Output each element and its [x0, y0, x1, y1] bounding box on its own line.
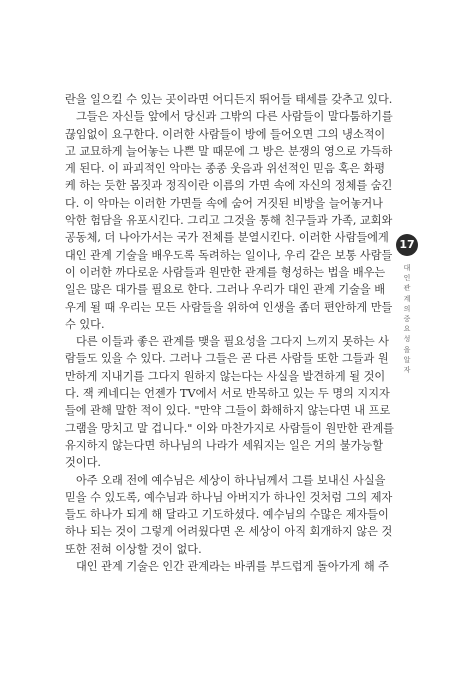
running-head-char: 성	[403, 335, 411, 344]
running-head-char: 자	[403, 366, 411, 375]
body-line: 대인 관계 기술을 배우도록 독려하는 일이나, 우리 같은 보통 사람들	[65, 248, 393, 262]
body-line: 게 된다. 이 파괴적인 악마는 종종 웃음과 위선적인 믿음 혹은 화평	[65, 162, 386, 176]
paragraph-first-line: 아주 오래 전에 예수님은 세상이 하나님께서 그를 보내신 사실을	[76, 473, 386, 487]
body-line: 수 있다.	[65, 317, 105, 331]
page-number-badge: 17	[396, 234, 418, 256]
running-head-char: 을	[403, 345, 411, 354]
body-line: 다. 잭 케네디는 언젠가 TV에서 서로 반목하고 있는 두 명의 지지자	[65, 387, 390, 401]
body-line: 그램을 망치고 말 겁니다." 이와 마찬가지로 사람들이 원만한 관계를	[65, 421, 394, 435]
body-line: 믿을 수 있도록, 예수님과 하나님 아버지가 하나인 것처럼 그의 제자	[65, 490, 393, 504]
body-line: 람들도 있을 수 있다. 그러나 그들은 곧 다른 사람들 또한 그들과 원	[65, 352, 389, 366]
running-head-vertical	[401, 263, 413, 375]
running-head-char: 관	[403, 284, 411, 293]
body-line: 이 이러한 까다로운 사람들과 원만한 관계를 형성하는 법을 배우는	[65, 265, 386, 279]
body-line: 일은 많은 대가를 필요로 한다. 그러나 우리가 대인 관계 기술을 배	[65, 283, 386, 297]
body-line: 란을 일으킬 수 있는 곳이라면 어디든지 뛰어들 태세를 갖추고 있다.	[65, 93, 393, 106]
body-line: 유지하지 않는다면 하나님의 나라가 세워지는 일은 거의 불가능할	[65, 438, 383, 452]
body-line: 우게 될 때 우리는 모든 사람들을 위하여 인생을 좀더 편안하게 만들	[65, 300, 393, 314]
paragraph-first-line: 대인 관계 기술은 인간 관계라는 바퀴를 부드럽게 돌아가게 해 주	[76, 560, 389, 574]
running-head-char: 중	[403, 315, 411, 324]
running-head-char: 의	[403, 304, 411, 313]
body-line: 다. 이 악마는 이러한 가면들 속에 숨어 거짓된 비방을 늘어놓거나	[65, 196, 383, 210]
running-head-char: 알	[403, 355, 411, 364]
body-line: 들도 하나가 되게 해 달라고 기도하셨다. 예수님의 수많은 제자들이	[65, 508, 389, 522]
body-text	[65, 91, 394, 575]
body-line: 그들은 자신들 앞에서 당신과 그밖의 다른 사람들이 말다툼하기를	[76, 110, 393, 124]
paragraph-first-line: 다른 이들과 좋은 관계를 맺을 필요성을 그다지 느끼지 못하는 사	[76, 335, 389, 349]
body-line: 만하게 지내기를 그다지 원하지 않는다는 사실을 발견하게 될 것이	[65, 369, 386, 383]
running-head-char: 요	[403, 325, 411, 334]
body-line: 것이다.	[65, 456, 101, 470]
body-line: 끊임없이 요구한다. 이러한 사람들이 방에 들어오면 그의 냉소적이	[65, 127, 386, 141]
body-line: 또한 전혀 이상할 것이 없다.	[65, 542, 202, 556]
running-head-char: 인	[403, 274, 411, 283]
running-head-char: 대	[403, 264, 411, 272]
body-line: 케 하는 듯한 몸짓과 정직이란 이름의 가면 속에 자신의 정체를 숨긴	[65, 179, 393, 193]
body-line: 고 교묘하게 늘어놓는 나쁜 말 때문에 그 방은 분쟁의 영으로 가득하	[65, 144, 393, 158]
body-line: 공동체, 더 나아가서는 국가 전체를 분열시킨다. 이러한 사람들에게	[65, 231, 389, 245]
body-line: 악한 험담을 유포시킨다. 그리고 그것을 통해 친구들과 가족, 교회와	[65, 214, 393, 228]
body-line: 하나 되는 것이 그렇게 어려웠다면 온 세상이 아직 회개하지 않은 것	[65, 525, 393, 539]
running-head-char: 계	[403, 294, 411, 303]
body-line: 들에 관해 말한 적이 있다. "만약 그들이 화해하지 않는다면 내 프로	[65, 404, 391, 418]
